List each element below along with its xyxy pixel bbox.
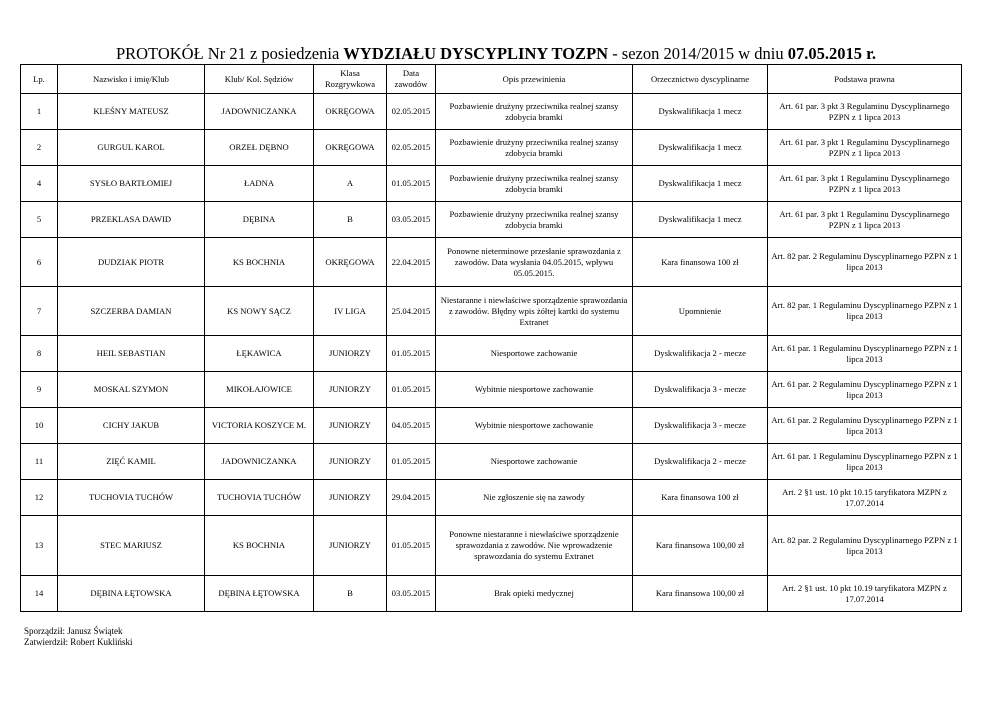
table-row <box>21 372 962 408</box>
header-name: Nazwisko i imię/Klub <box>58 65 205 94</box>
cell-klasa: JUNIORZY <box>314 336 387 372</box>
header-orzeczenie: Orzecznictwo dyscyplinarne <box>633 65 768 94</box>
signatures <box>24 626 132 648</box>
cell-klasa: JUNIORZY <box>314 372 387 408</box>
cell-data: 03.05.2015 <box>387 202 436 238</box>
cell-name: MOSKAL SZYMON <box>58 372 205 408</box>
cell-opis: Pozbawienie drużyny przeciwnika realnej szansy zdobycia bramki <box>436 202 633 238</box>
cell-name: CICHY JAKUB <box>58 408 205 444</box>
cell-podstawa: Art. 61 par. 1 Regulaminu Dyscyplinarnego PZPN z 1 lipca 2013 <box>768 336 962 372</box>
table-row <box>21 130 962 166</box>
cell-club: JADOWNICZANKA <box>205 444 314 480</box>
cell-club: ORZEŁ DĘBNO <box>205 130 314 166</box>
discipline-table <box>20 64 962 612</box>
cell-data: 02.05.2015 <box>387 130 436 166</box>
table-row <box>21 238 962 287</box>
cell-data: 02.05.2015 <box>387 94 436 130</box>
table-row <box>21 408 962 444</box>
cell-club: TUCHOVIA TUCHÓW <box>205 480 314 516</box>
cell-opis: Pozbawienie drużyny przeciwnika realnej szansy zdobycia bramki <box>436 130 633 166</box>
cell-data: 04.05.2015 <box>387 408 436 444</box>
cell-club: JADOWNICZANKA <box>205 94 314 130</box>
title-body: WYDZIAŁU DYSCYPLINY TOZPN <box>343 44 609 63</box>
cell-klasa: JUNIORZY <box>314 480 387 516</box>
cell-name: PRZEKLASA DAWID <box>58 202 205 238</box>
cell-podstawa: Art. 82 par. 2 Regulaminu Dyscyplinarnego PZPN z 1 lipca 2013 <box>768 516 962 576</box>
title-date: 07.05.2015 r. <box>787 44 877 63</box>
cell-club: DĘBINA ŁĘTOWSKA <box>205 576 314 612</box>
cell-lp: 2 <box>21 130 58 166</box>
cell-opis: Wybitnie niesportowe zachowanie <box>436 372 633 408</box>
cell-lp: 9 <box>21 372 58 408</box>
cell-podstawa: Art. 61 par. 2 Regulaminu Dyscyplinarnego PZPN z 1 lipca 2013 <box>768 408 962 444</box>
cell-opis: Ponowne nieterminowe przesłanie sprawozdania z zawodów. Data wysłania 04.05.2015, wpływu 05.05.2015. <box>436 238 633 287</box>
cell-orzeczenie: Kara finansowa 100,00 zł <box>633 576 768 612</box>
table-row <box>21 202 962 238</box>
prepared-by: Sporządził: Janusz Świątek <box>24 626 123 636</box>
cell-name: GURGUL KAROL <box>58 130 205 166</box>
cell-opis: Brak opieki medycznej <box>436 576 633 612</box>
cell-club: ŁĘKAWICA <box>205 336 314 372</box>
cell-club: KS BOCHNIA <box>205 238 314 287</box>
cell-klasa: IV LIGA <box>314 287 387 336</box>
header-club: Klub/ Kol. Sędziów <box>205 65 314 94</box>
header-opis: Opis przewinienia <box>436 65 633 94</box>
cell-klasa: OKRĘGOWA <box>314 130 387 166</box>
cell-data: 01.05.2015 <box>387 444 436 480</box>
cell-klasa: OKRĘGOWA <box>314 238 387 287</box>
cell-club: VICTORIA KOSZYCE M. <box>205 408 314 444</box>
cell-lp: 11 <box>21 444 58 480</box>
cell-opis: Pozbawienie drużyny przeciwnika realnej szansy zdobycia bramki <box>436 94 633 130</box>
cell-klasa: JUNIORZY <box>314 444 387 480</box>
cell-podstawa: Art. 82 par. 2 Regulaminu Dyscyplinarnego PZPN z 1 lipca 2013 <box>768 238 962 287</box>
cell-lp: 8 <box>21 336 58 372</box>
cell-podstawa: Art. 82 par. 1 Regulaminu Dyscyplinarnego PZPN z 1 lipca 2013 <box>768 287 962 336</box>
cell-orzeczenie: Dyskwalifikacja 1 mecz <box>633 166 768 202</box>
table-row <box>21 166 962 202</box>
cell-data: 01.05.2015 <box>387 336 436 372</box>
cell-club: KS NOWY SĄCZ <box>205 287 314 336</box>
cell-podstawa: Art. 2 §1 ust. 10 pkt 10.15 taryfikatora MZPN z 17.07.2014 <box>768 480 962 516</box>
cell-lp: 13 <box>21 516 58 576</box>
cell-orzeczenie: Upomnienie <box>633 287 768 336</box>
cell-lp: 12 <box>21 480 58 516</box>
cell-klasa: B <box>314 576 387 612</box>
cell-opis: Niesportowe zachowanie <box>436 336 633 372</box>
cell-orzeczenie: Dyskwalifikacja 1 mecz <box>633 130 768 166</box>
cell-podstawa: Art. 61 par. 3 pkt 3 Regulaminu Dyscyplinarnego PZPN z 1 lipca 2013 <box>768 94 962 130</box>
header-data: Data zawodów <box>387 65 436 94</box>
cell-orzeczenie: Dyskwalifikacja 3 - mecze <box>633 408 768 444</box>
cell-name: ZIĘĆ KAMIL <box>58 444 205 480</box>
cell-name: HEIL SEBASTIAN <box>58 336 205 372</box>
cell-name: DUDZIAK PIOTR <box>58 238 205 287</box>
cell-podstawa: Art. 61 par. 3 pkt 1 Regulaminu Dyscyplinarnego PZPN z 1 lipca 2013 <box>768 130 962 166</box>
cell-data: 22.04.2015 <box>387 238 436 287</box>
cell-opis: Nie zgłoszenie się na zawody <box>436 480 633 516</box>
title-middle: - sezon 2014/2015 w dniu <box>608 44 788 63</box>
cell-orzeczenie: Dyskwalifikacja 1 mecz <box>633 94 768 130</box>
cell-klasa: OKRĘGOWA <box>314 94 387 130</box>
cell-opis: Pozbawienie drużyny przeciwnika realnej szansy zdobycia bramki <box>436 166 633 202</box>
cell-data: 25.04.2015 <box>387 287 436 336</box>
cell-club: DĘBINA <box>205 202 314 238</box>
cell-lp: 14 <box>21 576 58 612</box>
cell-orzeczenie: Dyskwalifikacja 2 - mecze <box>633 444 768 480</box>
cell-name: KLEŚNY MATEUSZ <box>58 94 205 130</box>
table-row <box>21 287 962 336</box>
cell-podstawa: Art. 61 par. 1 Regulaminu Dyscyplinarnego PZPN z 1 lipca 2013 <box>768 444 962 480</box>
cell-klasa: A <box>314 166 387 202</box>
table-row <box>21 336 962 372</box>
cell-klasa: JUNIORZY <box>314 516 387 576</box>
table-row <box>21 480 962 516</box>
title-prefix: PROTOKÓŁ Nr 21 z posiedzenia <box>115 44 344 63</box>
cell-opis: Wybitnie niesportowe zachowanie <box>436 408 633 444</box>
table-row <box>21 94 962 130</box>
cell-data: 01.05.2015 <box>387 166 436 202</box>
cell-name: STEC MARIUSZ <box>58 516 205 576</box>
cell-data: 01.05.2015 <box>387 516 436 576</box>
table-row <box>21 444 962 480</box>
cell-podstawa: Art. 2 §1 ust. 10 pkt 10.19 taryfikatora MZPN z 17.07.2014 <box>768 576 962 612</box>
cell-lp: 5 <box>21 202 58 238</box>
table-row <box>21 576 962 612</box>
cell-podstawa: Art. 61 par. 3 pkt 1 Regulaminu Dyscyplinarnego PZPN z 1 lipca 2013 <box>768 166 962 202</box>
table-header-row <box>21 65 962 94</box>
cell-name: SZCZERBA DAMIAN <box>58 287 205 336</box>
cell-data: 03.05.2015 <box>387 576 436 612</box>
cell-opis: Niestaranne i niewłaściwe sporządzenie sprawozdania z zawodów. Błędny wpis żółtej kartki do systemu Extranet <box>436 287 633 336</box>
cell-orzeczenie: Dyskwalifikacja 3 - mecze <box>633 372 768 408</box>
cell-club: ŁADNA <box>205 166 314 202</box>
cell-lp: 7 <box>21 287 58 336</box>
header-lp: Lp. <box>21 65 58 94</box>
cell-lp: 1 <box>21 94 58 130</box>
cell-lp: 6 <box>21 238 58 287</box>
cell-podstawa: Art. 61 par. 2 Regulaminu Dyscyplinarnego PZPN z 1 lipca 2013 <box>768 372 962 408</box>
header-klasa: Klasa Rozgrywkowa <box>314 65 387 94</box>
cell-orzeczenie: Kara finansowa 100 zł <box>633 480 768 516</box>
cell-podstawa: Art. 61 par. 3 pkt 1 Regulaminu Dyscyplinarnego PZPN z 1 lipca 2013 <box>768 202 962 238</box>
cell-orzeczenie: Kara finansowa 100 zł <box>633 238 768 287</box>
cell-club: MIKOŁAJOWICE <box>205 372 314 408</box>
cell-name: DĘBINA ŁĘTOWSKA <box>58 576 205 612</box>
approved-by: Zatwierdził: Robert Kukliński <box>24 637 133 647</box>
cell-klasa: B <box>314 202 387 238</box>
cell-data: 01.05.2015 <box>387 372 436 408</box>
header-podstawa: Podstawa prawna <box>768 65 962 94</box>
cell-orzeczenie: Dyskwalifikacja 1 mecz <box>633 202 768 238</box>
cell-lp: 4 <box>21 166 58 202</box>
cell-name: TUCHOVIA TUCHÓW <box>58 480 205 516</box>
document-title <box>0 44 992 64</box>
table-row <box>21 516 962 576</box>
cell-name: SYSŁO BARTŁOMIEJ <box>58 166 205 202</box>
cell-club: KS BOCHNIA <box>205 516 314 576</box>
cell-opis: Ponowne niestaranne i niewłaściwe sporządzenie sprawozdania z zawodów. Nie wprowadzenie sprawozdania do systemu Extranet <box>436 516 633 576</box>
cell-klasa: JUNIORZY <box>314 408 387 444</box>
cell-orzeczenie: Dyskwalifikacja 2 - mecze <box>633 336 768 372</box>
cell-orzeczenie: Kara finansowa 100,00 zł <box>633 516 768 576</box>
cell-data: 29.04.2015 <box>387 480 436 516</box>
cell-opis: Niesportowe zachowanie <box>436 444 633 480</box>
cell-lp: 10 <box>21 408 58 444</box>
